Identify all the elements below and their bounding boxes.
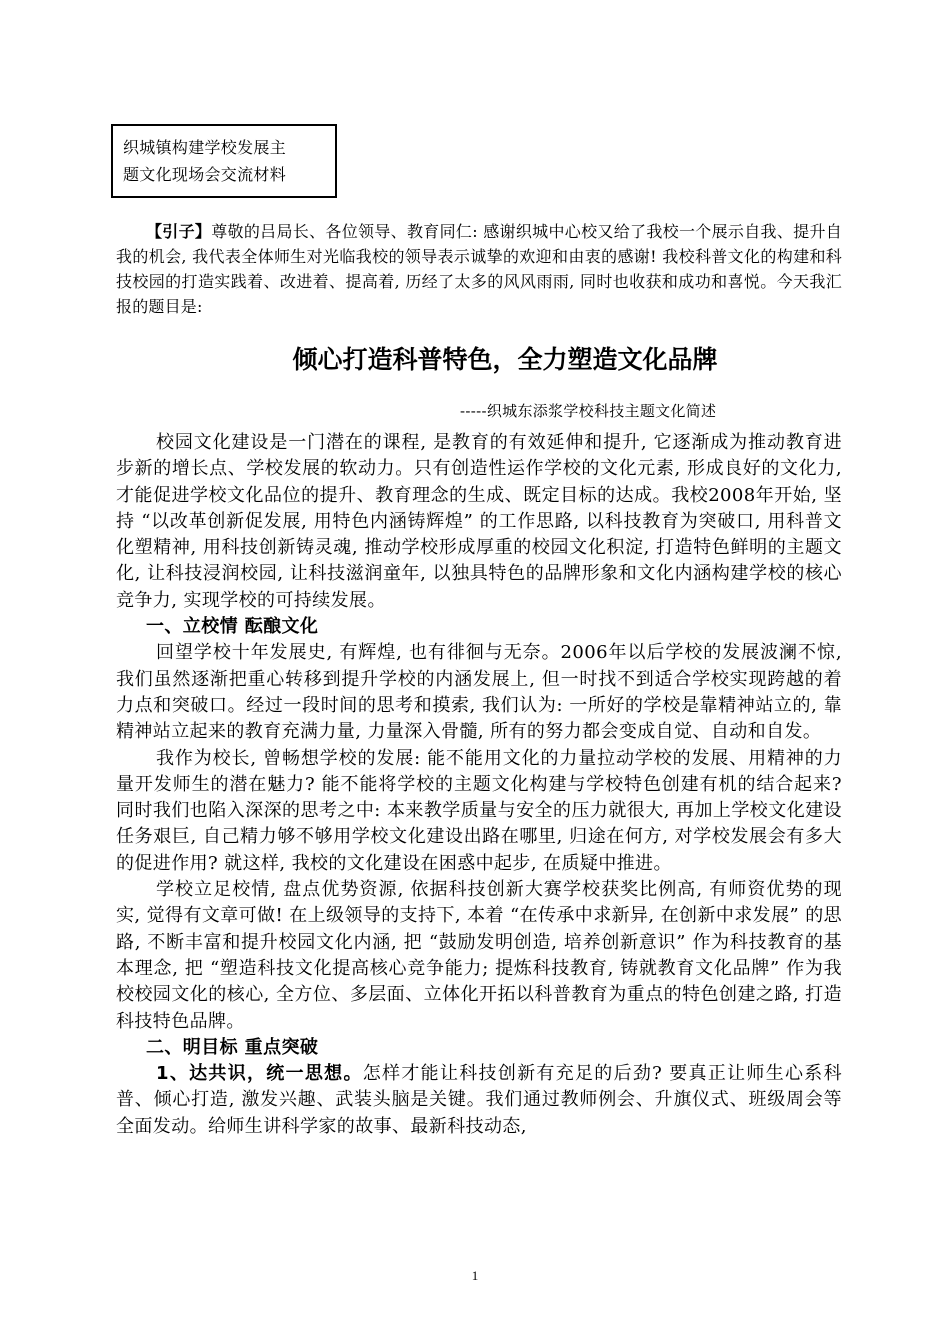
paragraph-5 bbox=[116, 1061, 842, 1140]
intro-tag: 【引子】 bbox=[146, 222, 212, 241]
main-title: 倾心打造科普特色，全力塑造文化品牌 bbox=[292, 345, 718, 374]
paragraph-1: 校园文化建设是一门潜在的课程, 是教育的有效延伸和提升, 它逐渐成为推动教育进步新的增长点、学校发展的软动力。只有创造性运作学校的文化元素, 形成良好的文化力, 才能促进学校文化品位的提升、教育理念的生成、既定目标的达成。我校2008年开始, 坚持 “以改革创新促发展, 用特色内涵铸辉煌” 的工作思路, 以科技教育为突破口, 用科普文化塑精神, 用科技创新铸灵魂, 推动学校形成厚重的校园文化积淀, 打造特色鲜明的主题文化, 让科技浸润校园, 让科技滋润童年, 以独具特色的品牌形象和文化内涵构建学校的核心竞争力, 实现学校的可持续发展。 bbox=[116, 432, 842, 611]
section-heading-1: 一、立校情 酝酿文化 bbox=[146, 616, 319, 638]
title-box bbox=[111, 124, 337, 198]
intro-paragraph bbox=[116, 219, 842, 319]
page-number: 1 bbox=[471, 1268, 479, 1283]
paragraph-5-text: 怎样才能让科技创新有充足的后劲? 要真正让师生心系科普、倾心打造, 激发兴趣、武装头脑是关键。我们通过教师例会、升旗仪式、班级周会等全面发动。给师生讲科学家的故事、最新科技动态, bbox=[116, 1063, 842, 1137]
subtitle: -----织城东添浆学校科技主题文化简述 bbox=[460, 402, 717, 420]
title-box-line-2: 题文化现场会交流材料 bbox=[123, 165, 287, 184]
body-text bbox=[116, 430, 842, 1140]
paragraph-3: 我作为校长, 曾畅想学校的发展: 能不能用文化的力量拉动学校的发展、用精神的力量开发师生的潜在魅力? 能不能将学校的主题文化构建与学校特色创建有机的结合起来? 同时我们也陷入深深的思考之中: 本来教学质量与安全的压力就很大, 再加上学校文化建设任务艰巨, 自己精力够不够用学校文化建设出路在哪里, 归途在何方, 对学校发展会有多大的促进作用? 就这样, 我校的文化建设在困惑中起步, 在质疑中推进。 bbox=[116, 747, 842, 874]
intro-text: 尊敬的吕局长、各位领导、教育同仁: 感谢织城中心校又给了我校一个展示自我、提升自我的机会, 我代表全体师生对光临我校的领导表示诚挚的欢迎和由衷的感谢! 我校科普文化的构建和科技校园的打造实践着、改进着、提高着, 历经了太多的风风雨雨, 同时也收获和成功和喜悦。今天我汇报的题目是: bbox=[116, 222, 842, 316]
paragraph-2: 回望学校十年发展史, 有辉煌, 也有徘徊与无奈。2006年以后学校的发展波澜不惊, 我们虽然逐渐把重心转移到提升学校的内涵发展上, 但一时找不到适合学校实现跨越的着力点和突破口。经过一段时间的思考和摸索, 我们认为: 一所好的学校是靠精神站立的, 靠精神站立起来的教育充满力量, 力量深入骨髓, 所有的努力都会变成自觉、自动和自发。 bbox=[116, 642, 842, 743]
section-heading-2: 二、明目标 重点突破 bbox=[146, 1036, 319, 1058]
title-box-line-1: 织城镇构建学校发展主 bbox=[123, 138, 287, 157]
paragraph-5-lead: 1、达共识，统一思想。 bbox=[156, 1063, 363, 1085]
paragraph-4: 学校立足校情, 盘点优势资源, 依据科技创新大赛学校获奖比例高, 有师资优势的现实, 觉得有文章可做! 在上级领导的支持下, 本着 “在传承中求新异, 在创新中求发展” 的思路, 不断丰富和提升校园文化内涵, 把 “鼓励发明创造, 培养创新意识” 作为科技教育的基本理念, 把 “塑造科技文化提高核心竞争能力; 提炼科技教育, 铸就教育文化品牌” 作为我校校园文化的核心, 全方位、多层面、立体化开拓以科普教育为重点的特色创建之路, 打造科技特色品牌。 bbox=[116, 879, 842, 1032]
